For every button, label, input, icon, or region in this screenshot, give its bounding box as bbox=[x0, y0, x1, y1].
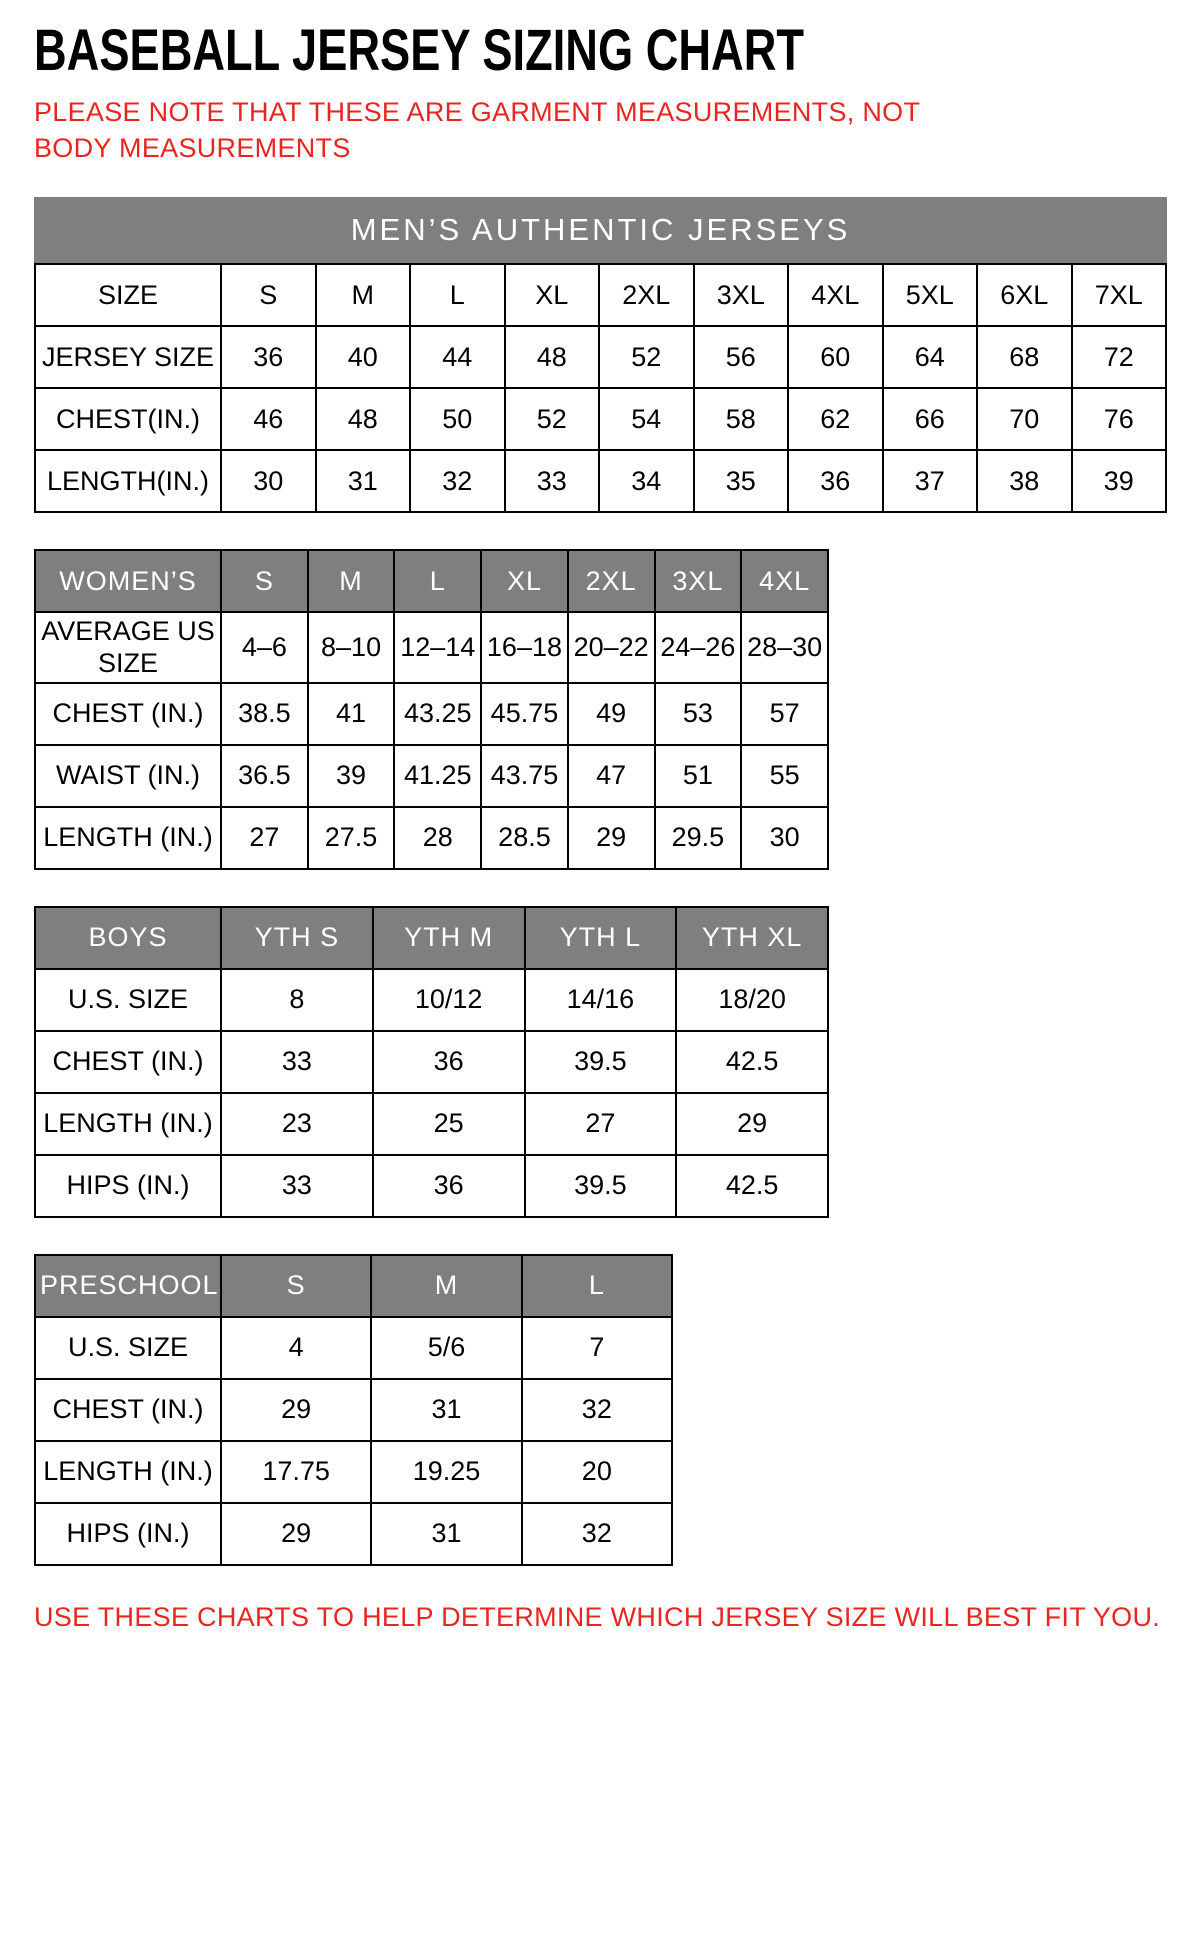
mens-table-cell: 70 bbox=[977, 388, 1072, 450]
womens-header-label: WOMEN’S bbox=[35, 550, 221, 612]
mens-table bbox=[34, 263, 1167, 513]
preschool-table-row bbox=[35, 1503, 672, 1565]
boys-table-cell: 23 bbox=[221, 1093, 373, 1155]
mens-table-cell: 2XL bbox=[599, 264, 694, 326]
womens-table-cell: 38.5 bbox=[221, 683, 308, 745]
boys-header-cell: YTH L bbox=[525, 907, 677, 969]
womens-table-row bbox=[35, 745, 828, 807]
mens-banner: MEN’S AUTHENTIC JERSEYS bbox=[34, 197, 1167, 263]
boys-table-cell: 25 bbox=[373, 1093, 525, 1155]
womens-table-cell: 36.5 bbox=[221, 745, 308, 807]
sizing-chart-page bbox=[34, 20, 1166, 1633]
womens-header-cell: 2XL bbox=[568, 550, 655, 612]
mens-table-cell: 6XL bbox=[977, 264, 1072, 326]
mens-table-cell: 35 bbox=[694, 450, 789, 512]
womens-row-label: LENGTH (IN.) bbox=[35, 807, 221, 869]
preschool-table-cell: 31 bbox=[371, 1503, 521, 1565]
preschool-table-cell: 32 bbox=[522, 1379, 672, 1441]
boys-table-section bbox=[34, 906, 1166, 1218]
preschool-header-cell: M bbox=[371, 1255, 521, 1317]
mens-table-row bbox=[35, 326, 1166, 388]
womens-table-cell: 43.25 bbox=[394, 683, 481, 745]
mens-table-cell: 40 bbox=[316, 326, 411, 388]
womens-table-cell: 12–14 bbox=[394, 612, 481, 683]
preschool-row-label: U.S. SIZE bbox=[35, 1317, 221, 1379]
mens-row-label: SIZE bbox=[35, 264, 221, 326]
boys-header-cell: YTH M bbox=[373, 907, 525, 969]
preschool-table-cell: 5/6 bbox=[371, 1317, 521, 1379]
boys-table-cell: 10/12 bbox=[373, 969, 525, 1031]
womens-table-cell: 24–26 bbox=[655, 612, 742, 683]
boys-table-cell: 18/20 bbox=[676, 969, 828, 1031]
womens-table-cell: 51 bbox=[655, 745, 742, 807]
mens-table-cell: 39 bbox=[1072, 450, 1167, 512]
preschool-table-cell: 29 bbox=[221, 1379, 371, 1441]
womens-table-row bbox=[35, 807, 828, 869]
womens-table-cell: 53 bbox=[655, 683, 742, 745]
page-title: BASEBALL JERSEY SIZING CHART bbox=[34, 18, 805, 83]
preschool-table-row bbox=[35, 1441, 672, 1503]
boys-table-cell: 42.5 bbox=[676, 1155, 828, 1217]
mens-table-cell: 68 bbox=[977, 326, 1072, 388]
mens-table-cell: 36 bbox=[221, 326, 316, 388]
mens-table-cell: 38 bbox=[977, 450, 1072, 512]
boys-table-cell: 33 bbox=[221, 1155, 373, 1217]
mens-table-row bbox=[35, 264, 1166, 326]
womens-header-cell: XL bbox=[481, 550, 568, 612]
womens-table-cell: 30 bbox=[741, 807, 828, 869]
womens-table-cell: 27 bbox=[221, 807, 308, 869]
mens-table-cell: 30 bbox=[221, 450, 316, 512]
mens-table-cell: 64 bbox=[883, 326, 978, 388]
boys-header-label: BOYS bbox=[35, 907, 221, 969]
mens-table-cell: 36 bbox=[788, 450, 883, 512]
mens-row-label: CHEST(IN.) bbox=[35, 388, 221, 450]
preschool-row-label: LENGTH (IN.) bbox=[35, 1441, 221, 1503]
mens-table-cell: S bbox=[221, 264, 316, 326]
mens-table-cell: 60 bbox=[788, 326, 883, 388]
womens-table-cell: 27.5 bbox=[308, 807, 395, 869]
mens-table-cell: 54 bbox=[599, 388, 694, 450]
womens-table-cell: 29.5 bbox=[655, 807, 742, 869]
mens-table-cell: 46 bbox=[221, 388, 316, 450]
preschool-table-cell: 20 bbox=[522, 1441, 672, 1503]
boys-table-cell: 29 bbox=[676, 1093, 828, 1155]
preschool-table-cell: 19.25 bbox=[371, 1441, 521, 1503]
mens-row-label: LENGTH(IN.) bbox=[35, 450, 221, 512]
mens-table-cell: 48 bbox=[316, 388, 411, 450]
mens-table-cell: XL bbox=[505, 264, 600, 326]
boys-table-cell: 39.5 bbox=[525, 1155, 677, 1217]
womens-table bbox=[34, 549, 829, 870]
womens-table-cell: 41 bbox=[308, 683, 395, 745]
mens-table-cell: 33 bbox=[505, 450, 600, 512]
womens-table-cell: 43.75 bbox=[481, 745, 568, 807]
mens-table-cell: 58 bbox=[694, 388, 789, 450]
womens-row-label: WAIST (IN.) bbox=[35, 745, 221, 807]
boys-table-cell: 42.5 bbox=[676, 1031, 828, 1093]
womens-header-cell: M bbox=[308, 550, 395, 612]
mens-table-cell: 56 bbox=[694, 326, 789, 388]
womens-table-cell: 28 bbox=[394, 807, 481, 869]
preschool-row-label: CHEST (IN.) bbox=[35, 1379, 221, 1441]
mens-table-cell: 5XL bbox=[883, 264, 978, 326]
mens-table-row bbox=[35, 450, 1166, 512]
mens-table-cell: 44 bbox=[410, 326, 505, 388]
mens-table-cell: 50 bbox=[410, 388, 505, 450]
mens-table-cell: M bbox=[316, 264, 411, 326]
boys-table-row bbox=[35, 1155, 828, 1217]
boys-header-row bbox=[35, 907, 828, 969]
boys-table-cell: 33 bbox=[221, 1031, 373, 1093]
sizing-tables-container bbox=[34, 197, 1166, 1566]
womens-table-cell: 45.75 bbox=[481, 683, 568, 745]
womens-table-cell: 41.25 bbox=[394, 745, 481, 807]
mens-table-cell: 76 bbox=[1072, 388, 1167, 450]
preschool-table-row bbox=[35, 1317, 672, 1379]
preschool-table-section bbox=[34, 1254, 1166, 1566]
boys-table-cell: 14/16 bbox=[525, 969, 677, 1031]
womens-header-cell: 4XL bbox=[741, 550, 828, 612]
boys-row-label: LENGTH (IN.) bbox=[35, 1093, 221, 1155]
womens-table-cell: 16–18 bbox=[481, 612, 568, 683]
womens-header-cell: S bbox=[221, 550, 308, 612]
preschool-table-cell: 4 bbox=[221, 1317, 371, 1379]
womens-table-cell: 8–10 bbox=[308, 612, 395, 683]
preschool-header-row bbox=[35, 1255, 672, 1317]
womens-table-section bbox=[34, 549, 1166, 870]
womens-table-cell: 49 bbox=[568, 683, 655, 745]
boys-table bbox=[34, 906, 829, 1218]
mens-row-label: JERSEY SIZE bbox=[35, 326, 221, 388]
boys-table-cell: 36 bbox=[373, 1031, 525, 1093]
mens-table-cell: 48 bbox=[505, 326, 600, 388]
preschool-table-row bbox=[35, 1379, 672, 1441]
mens-table-cell: 3XL bbox=[694, 264, 789, 326]
womens-table-row bbox=[35, 612, 828, 683]
mens-table-cell: 66 bbox=[883, 388, 978, 450]
womens-table-cell: 57 bbox=[741, 683, 828, 745]
womens-row-label: AVERAGE US SIZE bbox=[35, 612, 221, 683]
womens-table-cell: 28–30 bbox=[741, 612, 828, 683]
boys-table-row bbox=[35, 1093, 828, 1155]
womens-header-row bbox=[35, 550, 828, 612]
boys-table-cell: 27 bbox=[525, 1093, 677, 1155]
mens-table-cell: 72 bbox=[1072, 326, 1167, 388]
boys-table-cell: 39.5 bbox=[525, 1031, 677, 1093]
boys-table-cell: 36 bbox=[373, 1155, 525, 1217]
womens-table-cell: 4–6 bbox=[221, 612, 308, 683]
mens-table-cell: 52 bbox=[505, 388, 600, 450]
mens-table-cell: 4XL bbox=[788, 264, 883, 326]
preschool-header-cell: L bbox=[522, 1255, 672, 1317]
preschool-table-cell: 29 bbox=[221, 1503, 371, 1565]
boys-row-label: HIPS (IN.) bbox=[35, 1155, 221, 1217]
womens-row-label: CHEST (IN.) bbox=[35, 683, 221, 745]
mens-table-cell: 52 bbox=[599, 326, 694, 388]
mens-table-row bbox=[35, 388, 1166, 450]
boys-table-cell: 8 bbox=[221, 969, 373, 1031]
preschool-table-cell: 17.75 bbox=[221, 1441, 371, 1503]
boys-table-row bbox=[35, 1031, 828, 1093]
womens-table-cell: 55 bbox=[741, 745, 828, 807]
womens-header-cell: L bbox=[394, 550, 481, 612]
preschool-header-label: PRESCHOOL bbox=[35, 1255, 221, 1317]
preschool-table bbox=[34, 1254, 673, 1566]
womens-header-cell: 3XL bbox=[655, 550, 742, 612]
mens-table-cell: 34 bbox=[599, 450, 694, 512]
womens-table-cell: 47 bbox=[568, 745, 655, 807]
womens-table-cell: 39 bbox=[308, 745, 395, 807]
womens-table-cell: 29 bbox=[568, 807, 655, 869]
mens-table-cell: 37 bbox=[883, 450, 978, 512]
boys-header-cell: YTH S bbox=[221, 907, 373, 969]
footer-note: USE THESE CHARTS TO HELP DETERMINE WHICH JERSEY SIZE WILL BEST FIT YOU. bbox=[34, 1601, 1161, 1632]
garment-measurements-note: PLEASE NOTE THAT THESE ARE GARMENT MEASUREMENTS, NOT BODY MEASUREMENTS bbox=[34, 97, 920, 164]
mens-table-section bbox=[34, 197, 1166, 513]
preschool-table-cell: 7 bbox=[522, 1317, 672, 1379]
preschool-table-cell: 32 bbox=[522, 1503, 672, 1565]
mens-table-cell: 7XL bbox=[1072, 264, 1167, 326]
womens-table-cell: 28.5 bbox=[481, 807, 568, 869]
preschool-row-label: HIPS (IN.) bbox=[35, 1503, 221, 1565]
boys-row-label: U.S. SIZE bbox=[35, 969, 221, 1031]
boys-table-row bbox=[35, 969, 828, 1031]
mens-table-cell: L bbox=[410, 264, 505, 326]
womens-table-row bbox=[35, 683, 828, 745]
mens-table-cell: 31 bbox=[316, 450, 411, 512]
preschool-table-cell: 31 bbox=[371, 1379, 521, 1441]
preschool-header-cell: S bbox=[221, 1255, 371, 1317]
mens-table-cell: 62 bbox=[788, 388, 883, 450]
boys-header-cell: YTH XL bbox=[676, 907, 828, 969]
mens-table-cell: 32 bbox=[410, 450, 505, 512]
boys-row-label: CHEST (IN.) bbox=[35, 1031, 221, 1093]
womens-table-cell: 20–22 bbox=[568, 612, 655, 683]
